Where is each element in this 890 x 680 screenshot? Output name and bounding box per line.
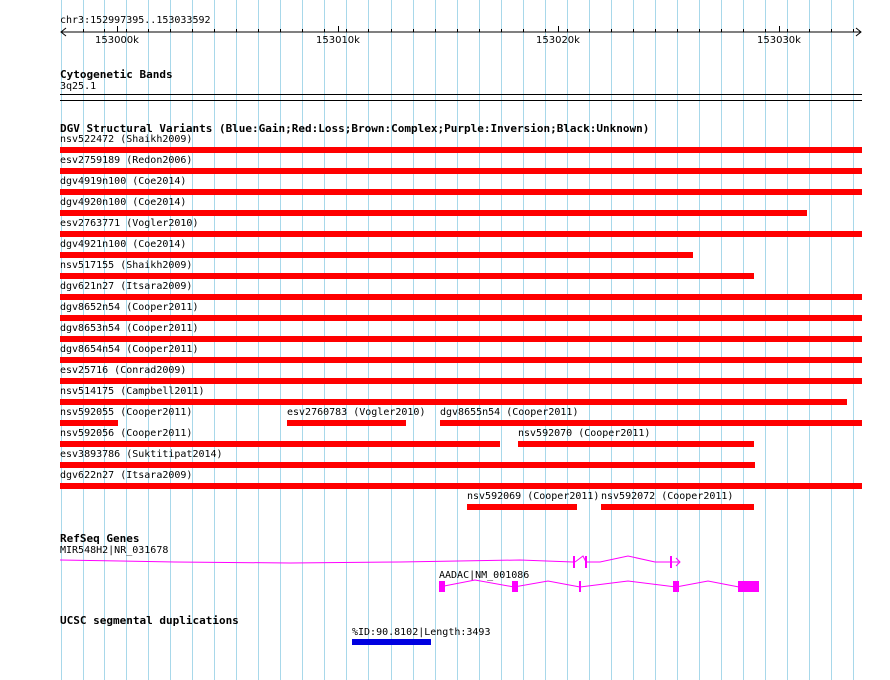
- gene-exon: [573, 556, 575, 568]
- variant-label[interactable]: nsv592070 (Cooper2011): [518, 428, 651, 439]
- coordinates-label: chr3:152997395..153033592: [60, 15, 211, 26]
- variant-label[interactable]: dgv8652n54 (Cooper2011): [60, 302, 199, 313]
- segdup-track-title[interactable]: UCSC segmental duplications: [60, 614, 239, 627]
- gene-label[interactable]: MIR548H2|NR_031678: [60, 545, 169, 556]
- cytoband-label: 3q25.1: [60, 81, 97, 92]
- variant-label[interactable]: esv2759189 (Redon2006): [60, 155, 193, 166]
- variant-label[interactable]: dgv8654n54 (Cooper2011): [60, 344, 199, 355]
- gene-intron-line: [60, 560, 573, 563]
- variant-label[interactable]: nsv592055 (Cooper2011): [60, 407, 193, 418]
- variant-label[interactable]: esv3893786 (Suktitipat2014): [60, 449, 223, 460]
- cytoband-track-title[interactable]: Cytogenetic Bands: [60, 68, 173, 81]
- variant-label[interactable]: nsv592069 (Cooper2011): [467, 491, 600, 502]
- variant-label[interactable]: nsv592072 (Cooper2011): [601, 491, 734, 502]
- ruler-tick-label: 153020k: [536, 35, 580, 46]
- gene-exon: [738, 581, 759, 592]
- gene-exon: [579, 581, 581, 592]
- ruler-tick-label: 153010k: [316, 35, 360, 46]
- gene-exon: [512, 581, 518, 592]
- dgv-track-title[interactable]: DGV Structural Variants (Blue:Gain;Red:Loss;Brown:Complex;Purple:Inversion;Black:Unknown): [60, 122, 650, 135]
- gene-intron-line: [575, 556, 680, 562]
- variant-label[interactable]: dgv622n27 (Itsara2009): [60, 470, 193, 481]
- gene-exon: [585, 556, 587, 568]
- variant-label[interactable]: nsv522472 (Shaikh2009): [60, 134, 193, 145]
- gene-intron-line: [439, 580, 739, 587]
- gene-exon: [439, 581, 445, 592]
- variant-label[interactable]: esv2763771 (Vogler2010): [60, 218, 199, 229]
- variant-label[interactable]: nsv514175 (Campbell2011): [60, 386, 205, 397]
- gene-exon: [673, 581, 679, 592]
- variant-label[interactable]: dgv4919n100 (Coe2014): [60, 176, 187, 187]
- variant-label[interactable]: dgv4921n100 (Coe2014): [60, 239, 187, 250]
- segdup-label[interactable]: %ID:90.8102|Length:3493: [352, 627, 491, 638]
- variant-label[interactable]: esv2760783 (Vogler2010): [287, 407, 426, 418]
- gene-exon: [670, 556, 672, 568]
- variant-label[interactable]: dgv8653n54 (Cooper2011): [60, 323, 199, 334]
- refseq-track-title[interactable]: RefSeq Genes: [60, 532, 140, 545]
- variant-label[interactable]: dgv8655n54 (Cooper2011): [440, 407, 579, 418]
- segdup-bar[interactable]: [352, 639, 431, 645]
- ruler-tick-label: 153030k: [757, 35, 801, 46]
- variant-label[interactable]: nsv517155 (Shaikh2009): [60, 260, 193, 271]
- variant-label[interactable]: dgv4920n100 (Coe2014): [60, 197, 187, 208]
- gene-label[interactable]: AADAC|NM_001086: [439, 570, 530, 581]
- variant-label[interactable]: nsv592056 (Cooper2011): [60, 428, 193, 439]
- ruler-tick-label: 153000k: [95, 35, 139, 46]
- variant-label[interactable]: esv25716 (Conrad2009): [60, 365, 187, 376]
- variant-label[interactable]: dgv621n27 (Itsara2009): [60, 281, 193, 292]
